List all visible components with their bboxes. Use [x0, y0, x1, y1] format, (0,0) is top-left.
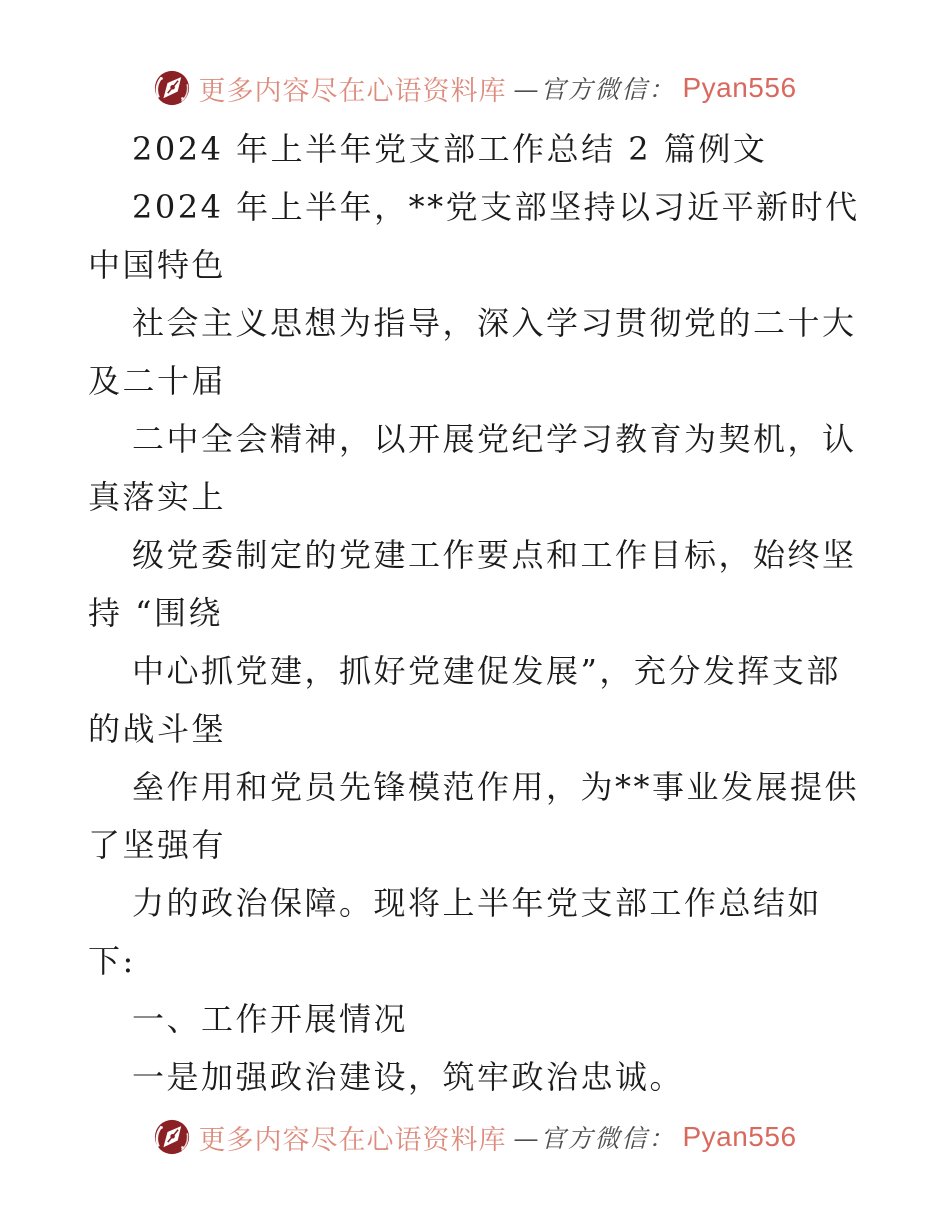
watermark-brand-text: 更多内容尽在心语资料库 [198, 75, 507, 107]
text-line: 持 “围绕 [88, 594, 224, 632]
text-line: 中国特色 [88, 246, 227, 284]
text-line: 了坚强有 [88, 826, 227, 864]
text-line: 下: [88, 942, 136, 980]
text-line: 二中全会精神，以开展党纪学习教育为契机，认 [132, 420, 857, 458]
watermark-wechat-id: Pyan556 [682, 1121, 797, 1152]
text-line: 垒作用和党员先锋模范作用，为**事业发展提供 [132, 768, 860, 806]
text-line: 级党委制定的党建工作要点和工作目标，始终坚 [132, 536, 857, 574]
text-line: 2024 年上半年党支部工作总结 2 篇例文 [132, 130, 768, 168]
document-body [88, 120, 878, 1106]
text-line: 社会主义思想为指导，深入学习贯彻党的二十大 [132, 304, 857, 342]
text-line: 真落实上 [88, 478, 227, 516]
pen-nib-badge-icon [153, 1117, 191, 1157]
watermark-brand-text: 更多内容尽在心语资料库 [198, 1124, 507, 1156]
text-line: 中心抓党建，抓好党建促发展”，充分发挥支部 [132, 652, 841, 690]
text-line: 2024 年上半年，**党支部坚持以习近平新时代 [132, 188, 860, 226]
watermark-footer [0, 1115, 950, 1159]
watermark-header [0, 66, 950, 110]
watermark-wechat-id: Pyan556 [682, 72, 797, 103]
text-line: 的战斗堡 [88, 710, 227, 748]
text-line: 一、工作开展情况 [132, 1000, 409, 1038]
watermark-separator-text: —官方微信： [513, 75, 676, 104]
text-line: 力的政治保障。现将上半年党支部工作总结如 [132, 884, 823, 922]
pen-nib-badge-icon [153, 68, 191, 108]
text-line: 一是加强政治建设，筑牢政治忠诚。 [132, 1058, 685, 1096]
watermark-separator-text: —官方微信： [513, 1124, 676, 1153]
text-line: 及二十届 [88, 362, 227, 400]
